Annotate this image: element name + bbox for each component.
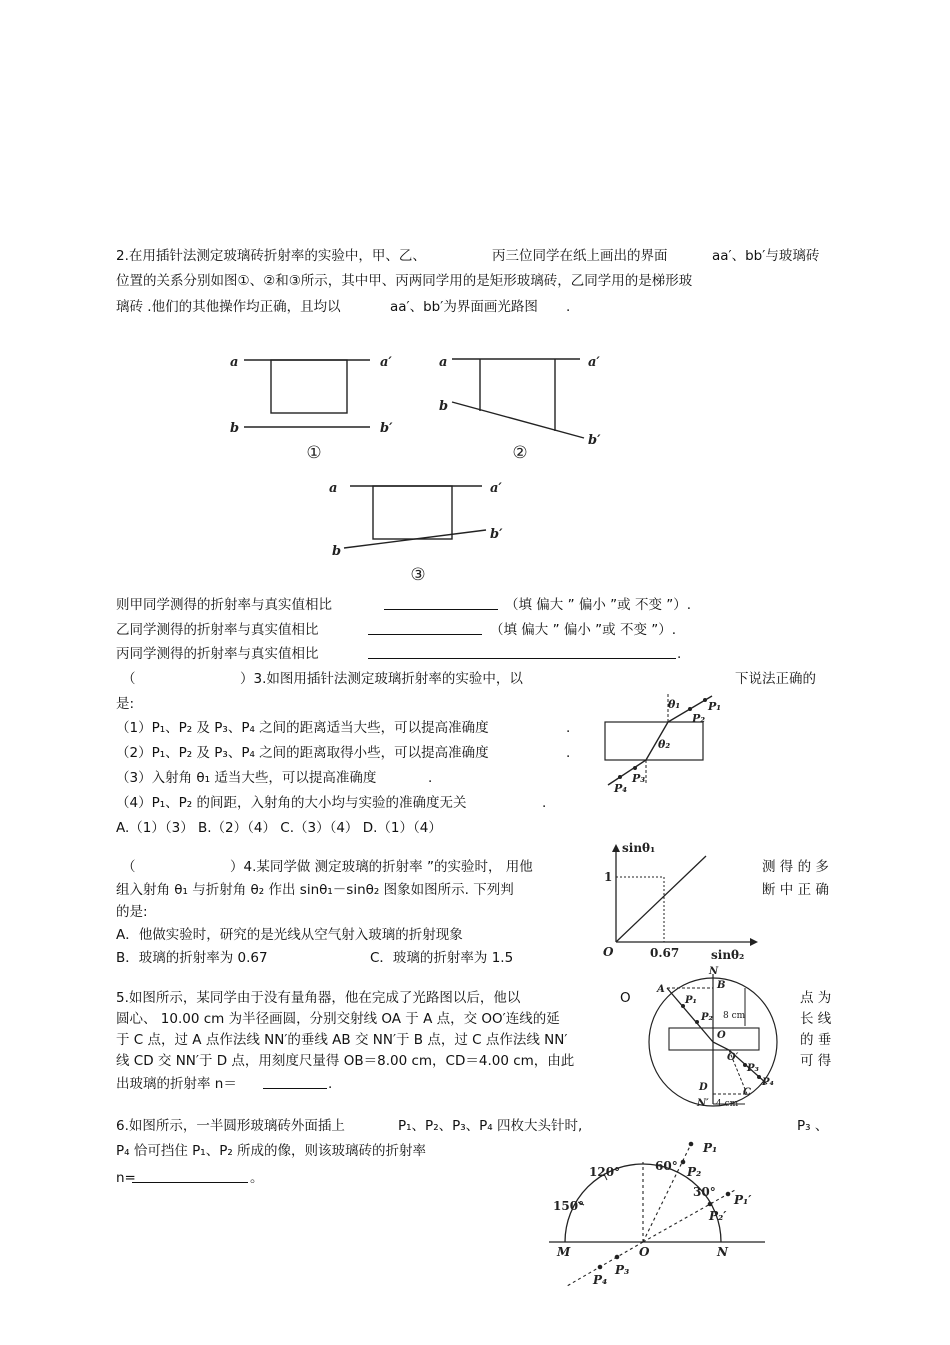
q6-fig-M: M [557,1245,571,1259]
q2-line3c: . [566,299,571,315]
q2-fig2-b-prime: b′ [588,433,601,448]
q6-fig-angle-60: 60° [655,1159,678,1173]
q3-option-2-end: . [566,745,571,761]
q2-fig3-a-prime: a′ [490,481,502,496]
q5-line5a: 出玻璃的折射率 n＝ [116,1076,237,1092]
q4-stem-d: 断 中 正 确 [762,882,829,898]
q4-graph-ytick: 1 [604,870,613,884]
q3-option-4: （4）P₁、P₂ 的间距，入射角的大小均与实验的准确度无关 [116,795,467,811]
q3-option-1: （1）P₁、P₂ 及 P₃、P₄ 之间的距离适当大些，可以提高准确度 [116,720,489,736]
q4-graph-ylabel: sinθ₁ [622,841,656,855]
q3-stem-b: 下说法正确的 [735,671,816,687]
q3-option-3-end: . [428,770,433,786]
q6-figure [545,1132,770,1292]
q5-line1b: O [620,990,631,1006]
q4-graph-xlabel: sinθ₂ [711,948,745,962]
q6-fig-P1: P₁ [703,1141,718,1155]
q6-fig-O: O [639,1245,650,1259]
q5-line2b: 长 线 [800,1011,832,1027]
q5-figure [645,968,783,1112]
q4-graph-xtick: 0.67 [650,946,680,960]
q2-answer2-hint: （填 偏大 ” 偏小 ”或 不变 ”）. [490,622,677,638]
q2-line2: 位置的关系分别如图①、②和③所示，其中甲、丙两同学用的是矩形玻璃砖，乙同学用的是梯形玻 [116,273,693,289]
q2-fig1-b-prime: b′ [380,421,393,436]
q5-line3a: 于 C 点，过 A 点作法线 NN′的垂线 AB 交 NN′于 B 点，过 C 点作法线 NN′ [116,1032,568,1048]
q6-fig-P2-prime: P₂′ [709,1209,727,1223]
q6-fig-N: N [717,1245,728,1259]
q2-fig-label-2: ② [512,443,528,463]
q4-option-b: B．玻璃的折射率为 0.67 [116,950,268,966]
q5-fig-O: O [717,1030,726,1041]
q2-line3b: aa′、bb′为界面画光路图 [390,299,538,315]
q2-answer3-end: . [677,646,682,662]
q6-line1a: 6.如图所示，一半圆形玻璃砖外面插上 [116,1118,345,1134]
q2-fig-label-3: ③ [410,565,426,585]
q3-fig-theta1: θ₁ [668,698,681,711]
q5-fig-P2: P₂ [701,1012,713,1023]
q3-fig-p4: P₄ [614,782,628,795]
q2-answer1-hint: （填 偏大 ” 偏小 ”或 不变 ”）. [505,597,692,613]
q6-line1c: P₃ 、 [797,1118,829,1134]
q5-answer-blank[interactable] [263,1076,327,1089]
q4-stem-c: 组入射角 θ₁ 与折射角 θ₂ 作出 sinθ₁－sinθ₂ 图象如图所示. 下列判 [116,882,514,898]
q2-fig1-a: a [230,355,239,370]
q4-graph [598,836,758,964]
q5-fig-D: D [699,1082,708,1093]
q5-fig-len-8: 8 cm [723,1011,746,1021]
q5-line1c: 点 为 [800,990,832,1006]
q6-answer-blank[interactable] [132,1170,248,1183]
q2-fig2-a-prime: a′ [588,355,600,370]
q3-fig-p3: P₃ [632,772,646,785]
q4-stem-b: 测 得 的 多 [762,859,829,875]
q5-fig-O-prime: O′ [727,1052,739,1063]
q3-stem-c: 是: [116,696,135,712]
q5-fig-P4: P₄ [762,1077,774,1088]
q2-answer3-blank[interactable] [368,646,676,659]
q4-option-a: A．他做实验时，研究的是光线从空气射入玻璃的折射现象 [116,927,463,943]
q6-line3: n= [116,1170,136,1186]
q2-fig1-a-prime: a′ [380,355,392,370]
q4-paren-open: （ [122,859,136,875]
q5-fig-len-4: 4 cm [716,1099,739,1109]
q3-option-2: （2）P₁、P₂ 及 P₃、P₄ 之间的距离取得小些，可以提高准确度 [116,745,489,761]
q5-line2a: 圆心、 10.00 cm 为半径画圆，分别交射线 OA 于 A 点，交 OO′连线的延 [116,1011,560,1027]
q5-fig-P1: P₁ [685,995,697,1006]
q2-answer1-blank[interactable] [384,597,498,610]
q4-graph-origin: O [603,945,614,959]
q3-fig-theta2: θ₂ [658,738,671,751]
q5-line1a: 5.如图所示，某同学由于没有量角器，他在完成了光路图以后，他以 [116,990,521,1006]
q5-line3b: 的 垂 [800,1032,832,1048]
q6-fig-P3: P₃ [615,1263,630,1277]
q6-line2: P₄ 恰可挡住 P₁、P₂ 所成的像，则该玻璃砖的折射率 [116,1143,427,1159]
q6-fig-angle-120: 120° [589,1165,621,1179]
q5-fig-N: N [709,966,719,977]
q2-fig2-a: a [439,355,448,370]
q6-fig-P1-prime: P₁′ [734,1193,752,1207]
q2-line1c: aa′、bb′与玻璃砖 [712,248,820,264]
q2-fig3-b: b [332,544,342,559]
q4-stem-e: 的是: [116,904,148,920]
q6-line3-end: 。 [250,1170,264,1186]
q2-fig2-b: b [439,399,449,414]
q6-fig-angle-150: 150° [553,1199,585,1213]
q2-fig1-b: b [230,421,240,436]
q2-figure [220,340,620,590]
q3-option-4-end: . [542,795,547,811]
q5-fig-A: A [657,984,665,995]
q2-line1b: 丙三位同学在纸上画出的界面 [492,248,668,264]
q4-option-c: C．玻璃的折射率为 1.5 [370,950,514,966]
q3-paren-open: （ [122,671,136,687]
q2-answer1-text: 则甲同学测得的折射率与真实值相比 [116,597,332,613]
q2-answer2-text: 乙同学测得的折射率与真实值相比 [116,622,319,638]
q6-line1b: P₁、P₂、P₃、P₄ 四枚大头针时, [398,1118,583,1134]
q2-fig-label-1: ① [306,443,322,463]
q3-figure [600,688,735,800]
q5-line4a: 线 CD 交 NN′于 D 点，用刻度尺量得 OB＝8.00 cm，CD＝4.00 cm，由此 [116,1053,575,1069]
q6-fig-angle-30: 30° [693,1185,716,1199]
q5-fig-N-prime: N′ [697,1098,709,1109]
q2-line1a: 2.在用插针法测定玻璃砖折射率的实验中，甲、乙、 [116,248,426,264]
q3-option-3: （3）入射角 θ₁ 适当大些，可以提高准确度 [116,770,377,786]
q2-answer3-text: 丙同学测得的折射率与真实值相比 [116,646,319,662]
q5-line4b: 可 得 [800,1053,832,1069]
q5-fig-B: B [717,980,726,991]
q3-choices: A.（1）（3） B.（2）（4） C.（3）（4） D.（1）（4） [116,820,442,836]
q3-stem-a: ）3.如图用插针法测定玻璃折射率的实验中，以 [240,671,523,687]
q3-fig-p1: P₁ [708,700,722,713]
q5-fig-P3: P₃ [747,1063,759,1074]
q6-fig-P4: P₄ [593,1273,608,1287]
q4-stem-a: ）4.某同学做 测定玻璃的折射率 ”的实验时， 用他 [230,859,533,875]
q5-line5b: . [328,1076,333,1092]
q3-option-1-end: . [566,720,571,736]
q2-line3a: 璃砖 .他们的其他操作均正确，且均以 [116,299,341,315]
q2-fig3-b-prime: b′ [490,527,503,542]
q6-fig-P2: P₂ [687,1165,702,1179]
q3-fig-p2: P₂ [692,712,706,725]
q2-answer2-blank[interactable] [368,622,482,635]
q5-fig-C: C [743,1087,751,1098]
q2-fig3-a: a [329,481,338,496]
